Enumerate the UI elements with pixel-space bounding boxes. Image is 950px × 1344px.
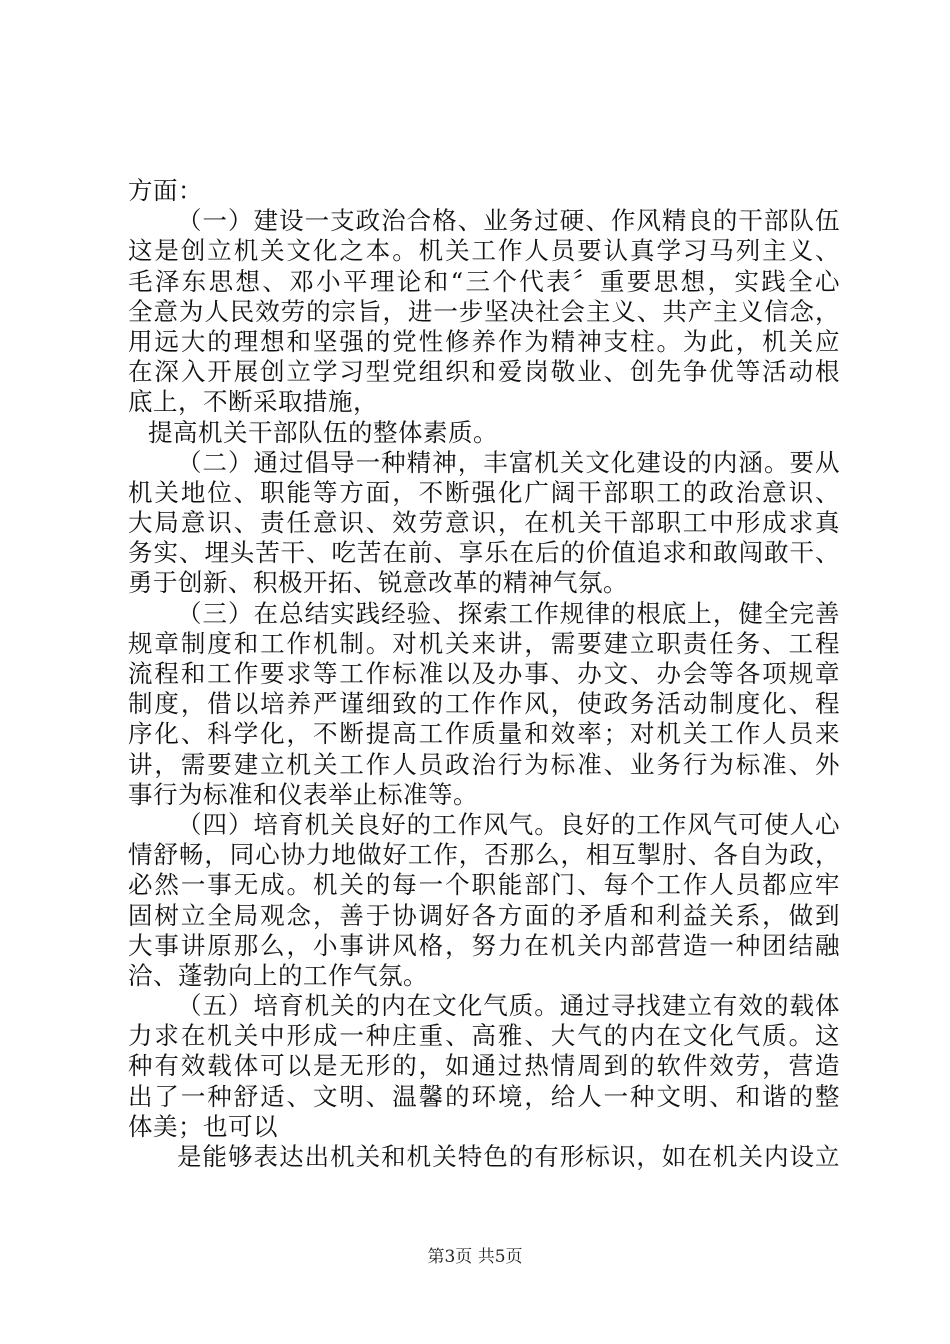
text-line: 必然一事无成。机关的每一个职能部门、每个工作人员都应牢 [128,870,840,900]
text-line: 情舒畅，同心协力地做好工作，否那么，相互掣肘、各自为政， [128,840,840,870]
text-line: 制度，借以培养严谨细致的工作作风，使政务活动制度化、程 [128,689,840,719]
document-body [128,176,840,1172]
text-line: 流程和工作要求等工作标准以及办事、办文、办会等各项规章 [128,659,840,688]
text-line: 大事讲原那么，小事讲风格，努力在机关内部营造一种团结融 [128,930,840,960]
text-line: 固树立全局观念，善于协调好各方面的矛盾和利益关系，做到 [128,900,840,930]
text-line: 出了一种舒适、文明、温馨的环境，给人一种文明、和谐的整 [128,1081,840,1111]
text-line: 机关地位、职能等方面，不断强化广阔干部职工的政治意识、 [128,477,840,507]
text-line: （三）在总结实践经验、探索工作规律的根底上，健全完善 [177,598,840,628]
text-line: （二）通过倡导一种精神，丰富机关文化建设的内涵。要从 [177,447,840,477]
text-line: （四）培育机关良好的工作风气。良好的工作风气可使人心 [177,809,840,839]
text-line: 体美；也可以 [128,1111,278,1141]
text-line: 勇于创新、积极开拓、锐意改革的精神气氛。 [128,568,628,598]
text-line: （五）培育机关的内在文化气质。通过寻找建立有效的载体 [177,991,840,1021]
text-line: 讲，需要建立机关工作人员政治行为标准、业务行为标准、外 [128,749,840,779]
text-line: 大局意识、责任意识、效劳意识，在机关干部职工中形成求真 [128,508,840,538]
text-line: 是能够表达出机关和机关特色的有形标识，如在机关内设立 [177,1142,840,1171]
text-line: 这是创立机关文化之本。机关工作人员要认真学习马列主义、 [128,236,840,266]
text-line: 底上，不断采取措施， [128,387,378,417]
text-line: 洽、蓬勃向上的工作气氛。 [128,960,428,990]
text-line: 力求在机关中形成一种庄重、高雅、大气的内在文化气质。这 [128,1021,840,1051]
text-line: 全意为人民效劳的宗旨，进一步坚决社会主义、共产主义信念， [128,296,840,326]
text-line: 用远大的理想和坚强的党性修养作为精神支柱。为此，机关应 [128,326,840,356]
text-line: 提高机关干部队伍的整体素质。 [148,417,498,447]
text-line: 在深入开展创立学习型党组织和爱岗敬业、创先争优等活动根 [128,357,840,387]
text-line: 规章制度和工作机制。对机关来讲，需要建立职责任务、工程 [128,628,840,658]
text-line: 种有效载体可以是无形的，如通过热情周到的软件效劳，营造 [128,1051,840,1081]
text-line: （一）建设一支政治合格、业务过硬、作风精良的干部队伍 [177,206,840,236]
text-line: 序化、科学化，不断提高工作质量和效率；对机关工作人员来 [128,719,840,749]
page-footer: 第3页 共5页 [427,1247,523,1267]
text-line: 毛泽东思想、邓小平理论和“三个代表〞重要思想，实践全心 [128,266,840,296]
text-line: 方面： [128,176,203,205]
text-line: 事行为标准和仪表举止标准等。 [128,779,478,809]
text-line: 务实、埋头苦干、吃苦在前、享乐在后的价值追求和敢闯敢干、 [128,538,840,568]
